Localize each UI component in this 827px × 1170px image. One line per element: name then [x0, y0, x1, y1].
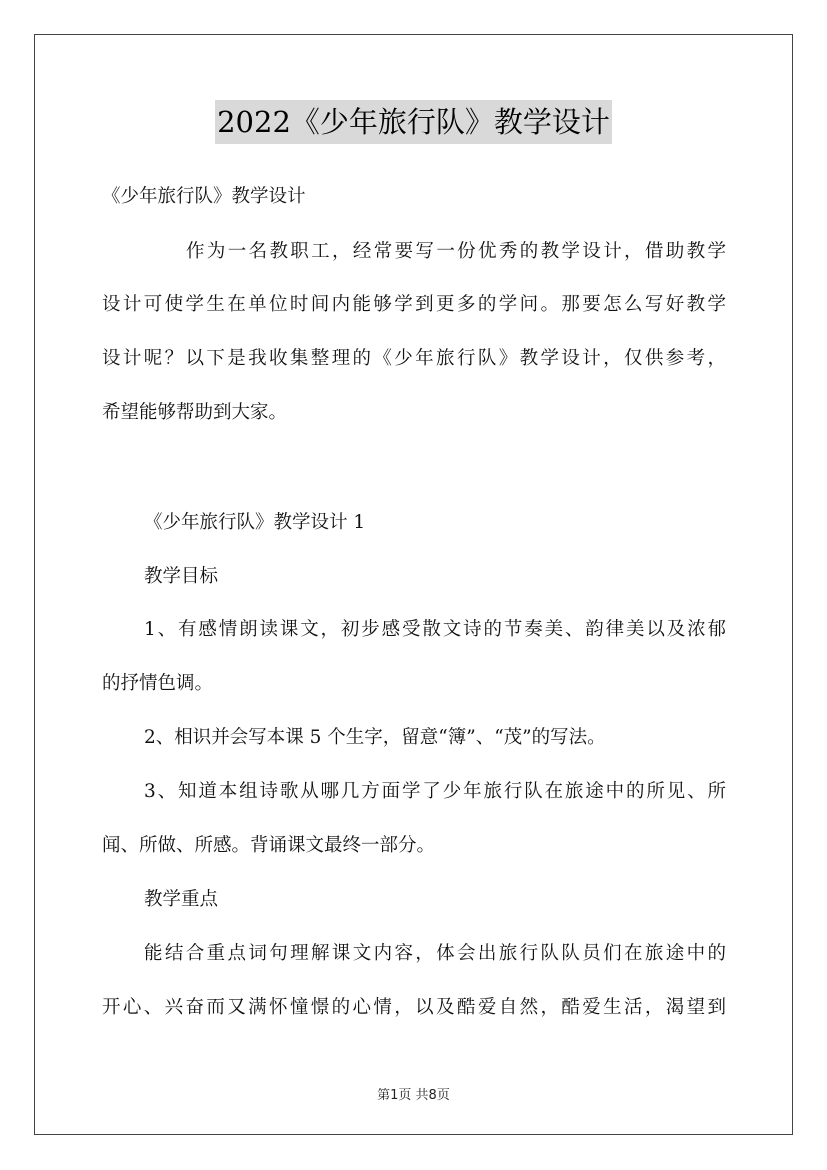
document-title: 2022《少年旅行队》教学设计	[215, 100, 612, 144]
key-points-line-1: 能结合重点词句理解课文内容，体会出旅行队队员们在旅途中的	[144, 943, 726, 964]
intro-line-4: 希望能够帮助到大家。	[102, 402, 288, 423]
intro-line-1: 作为一名教职工，经常要写一份优秀的教学设计，借助教学	[186, 241, 726, 262]
goal-3-line-1: 3、知道本组诗歌从哪几方面学了少年旅行队在旅途中的所见、所	[144, 781, 726, 802]
key-points-line-2: 开心、兴奋而又满怀憧憬的心情，以及酷爱自然，酷爱生活，渴望到	[102, 997, 726, 1018]
intro-line-2: 设计可使学生在单位时间内能够学到更多的学问。那要怎么写好教学	[102, 294, 726, 315]
goal-2-line: 2、相识并会写本课 5 个生字，留意“簿”、“茂”的写法。	[144, 727, 606, 748]
subtitle-line: 《少年旅行队》教学设计	[102, 186, 306, 207]
heading-teaching-goals: 教学目标	[144, 566, 219, 587]
heading-key-points: 教学重点	[144, 889, 219, 910]
title-container	[0, 100, 827, 144]
goal-1-line-2: 的抒情色调。	[102, 673, 214, 694]
page-footer: 第1页 共8页	[377, 1088, 450, 1103]
section-heading: 《少年旅行队》教学设计 1	[144, 512, 366, 533]
goal-1-line-1: 1、有感情朗读课文，初步感受散文诗的节奏美、韵律美以及浓郁	[144, 619, 726, 640]
goal-3-line-2: 闻、所做、所感。背诵课文最终一部分。	[102, 835, 436, 856]
intro-line-3: 设计呢？以下是我收集整理的《少年旅行队》教学设计，仅供参考，	[102, 348, 726, 369]
